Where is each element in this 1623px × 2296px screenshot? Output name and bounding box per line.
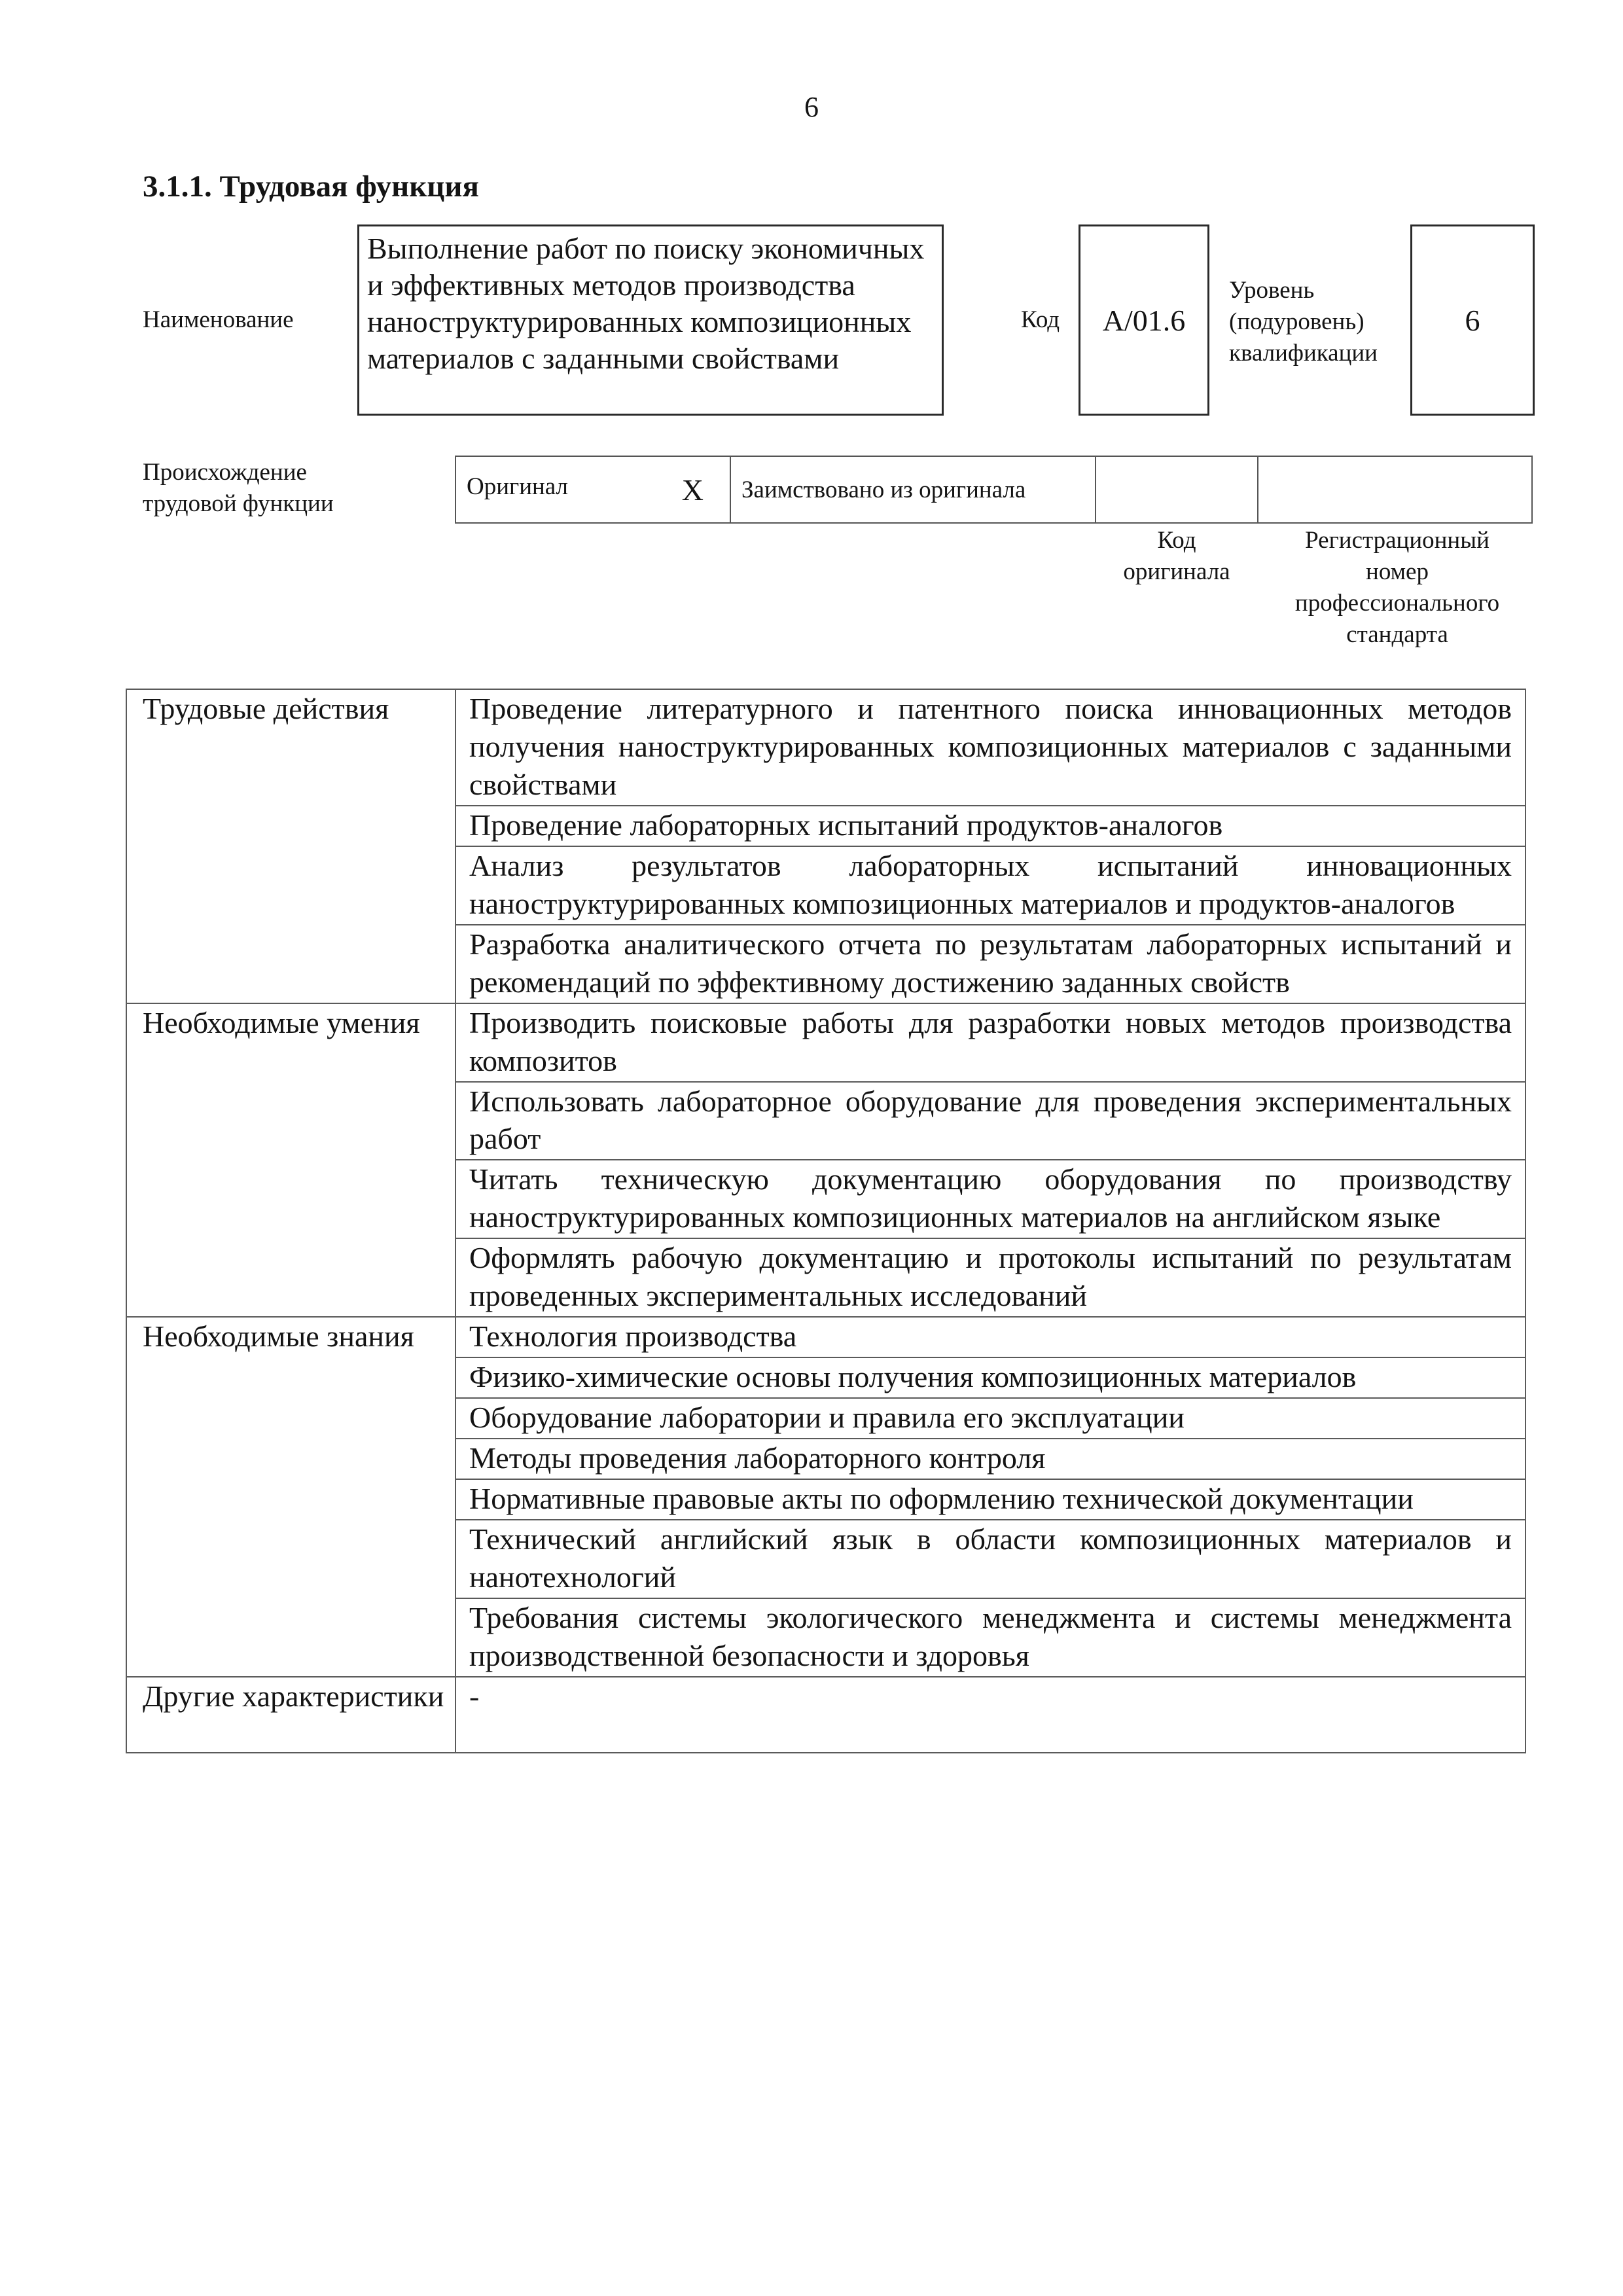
level-label: [1229, 275, 1378, 369]
registration-number-cell: [1258, 456, 1532, 523]
knowledge-item: Требования системы экологического менеджмента и системы менеджмента производственной безопасности и здоровья: [455, 1598, 1525, 1677]
table-row: [126, 1317, 1525, 1357]
original-mark: X: [681, 473, 704, 507]
skill-item: Использовать лабораторное оборудование для проведения экспериментальных работ: [455, 1082, 1525, 1160]
other-label: Другие характеристики: [126, 1677, 455, 1753]
action-item: Проведение литературного и патентного поиска инновационных методов получения наноструктурированных композиционных материалов с заданными свойствами: [455, 689, 1525, 806]
borrowed-cell: [730, 456, 1096, 523]
origin-label-line: Происхождение: [143, 459, 307, 486]
registration-caption: [1263, 525, 1531, 651]
function-details-table: [126, 689, 1526, 1753]
action-item: Анализ результатов лабораторных испытаний инновационных наноструктурированных композиционных материалов и продуктов-аналогов: [455, 846, 1525, 925]
registration-caption-line: Регистрационный: [1305, 527, 1489, 554]
code-value: A/01.6: [1102, 303, 1186, 337]
origin-table: [455, 456, 1533, 524]
origin-label-line: трудовой функции: [143, 490, 334, 518]
borrowed-label: Заимствовано из оригинала: [741, 476, 1026, 503]
original-code-cell: [1096, 456, 1258, 523]
actions-label: Трудовые действия: [126, 689, 455, 1003]
action-item: Разработка аналитического отчета по результатам лабораторных испытаний и рекомендаций по эффективному достижению заданных свойств: [455, 925, 1525, 1003]
code-box: [1079, 224, 1209, 416]
function-name-box: [357, 224, 944, 416]
original-label: Оригинал: [467, 473, 569, 500]
action-item: Проведение лабораторных испытаний продуктов-аналогов: [455, 806, 1525, 846]
name-label: Наименование: [143, 306, 294, 333]
knowledge-item: Методы проведения лабораторного контроля: [455, 1439, 1525, 1479]
section-title: 3.1.1. Трудовая функция: [143, 170, 479, 204]
knowledge-item: Технология производства: [455, 1317, 1525, 1357]
registration-caption-line: профессионального: [1294, 590, 1500, 617]
knowledge-item: Оборудование лаборатории и правила его эксплуатации: [455, 1398, 1525, 1439]
skills-label: Необходимые умения: [126, 1003, 455, 1318]
skill-item: Читать техническую документацию оборудования по производству наноструктурированных композиционных материалов на английском языке: [455, 1160, 1525, 1238]
code-caption-line: оригинала: [1123, 558, 1230, 586]
table-row: [126, 1003, 1525, 1082]
origin-label: [143, 457, 334, 520]
table-row: [126, 1677, 1525, 1753]
skill-item: Производить поисковые работы для разработки новых методов производства композитов: [455, 1003, 1525, 1082]
origin-original-cell: [455, 456, 730, 523]
knowledge-item: Технический английский язык в области композиционных материалов и нанотехнологий: [455, 1520, 1525, 1598]
other-value: -: [455, 1677, 1525, 1753]
page-number: 6: [804, 91, 819, 123]
function-name-value: Выполнение работ по поиску экономичных и эффективных методов производства наноструктурированных композиционных материалов с заданными свойствами: [367, 232, 925, 376]
registration-caption-line: стандарта: [1346, 621, 1448, 649]
level-value: 6: [1465, 303, 1480, 337]
knowledge-label: Необходимые знания: [126, 1317, 455, 1677]
code-caption-line: Код: [1157, 527, 1196, 554]
knowledge-item: Физико-химические основы получения композиционных материалов: [455, 1357, 1525, 1398]
registration-caption-line: номер: [1366, 558, 1429, 586]
level-box: [1410, 224, 1535, 416]
code-caption: [1092, 525, 1262, 588]
table-row: [126, 689, 1525, 806]
level-label-line: Уровень: [1229, 277, 1315, 304]
skill-item: Оформлять рабочую документацию и протоколы испытаний по результатам проведенных экспериментальных исследований: [455, 1238, 1525, 1317]
level-label-line: квалификации: [1229, 340, 1378, 367]
code-label: Код: [1021, 306, 1060, 333]
knowledge-item: Нормативные правовые акты по оформлению технической документации: [455, 1479, 1525, 1520]
level-label-line: (подуровень): [1229, 308, 1364, 336]
